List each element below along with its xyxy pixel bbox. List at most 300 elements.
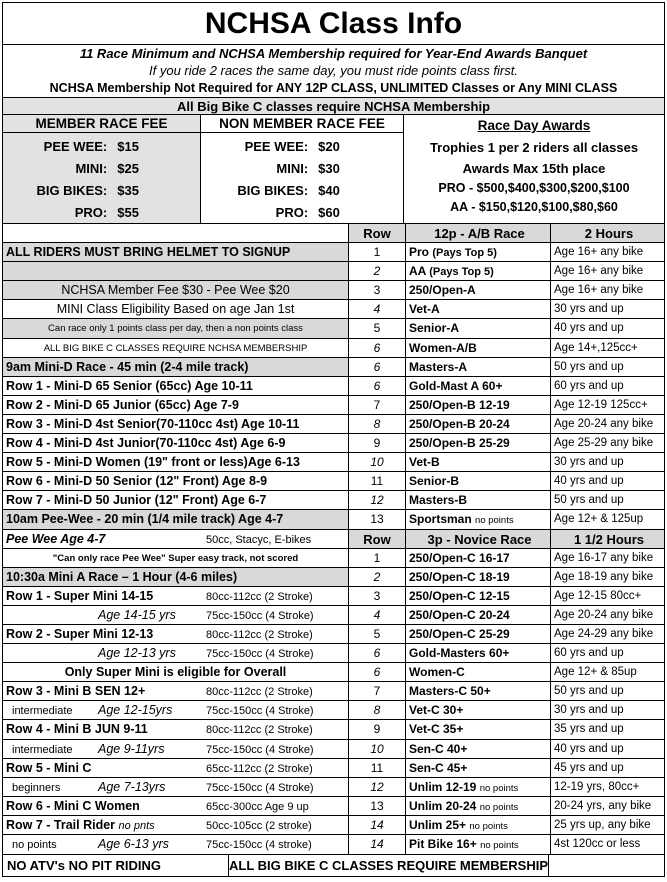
- fee-value: $35: [117, 183, 139, 198]
- awards-aa-payout: AA - $150,$120,$100,$80,$60: [450, 200, 618, 214]
- fee-label: MINI:: [75, 161, 108, 176]
- minia-engine: 75cc-150cc (4 Stroke): [206, 648, 314, 661]
- class-row-number: 9: [349, 434, 406, 452]
- class-name-text: Masters-A: [409, 359, 468, 374]
- nonmember-fee-list: [201, 133, 403, 223]
- left-blank-row: [3, 262, 348, 281]
- minia-row-left: Row 1 - Super Mini 14-15: [6, 588, 154, 603]
- class-row-number: 11: [349, 759, 406, 777]
- minib-age: Age 7-13yrs: [98, 779, 166, 794]
- minid-class-spec: (12" Front) Age 6-7: [154, 493, 267, 508]
- class-eligibility: Age 18-19 any bike: [554, 570, 654, 583]
- minib-engine: 75cc-150cc (4 Stroke): [206, 743, 314, 756]
- minid-class-spec: (70-110cc 4st) Age 6-9: [155, 436, 286, 451]
- row-column-header: Row: [349, 530, 406, 548]
- minib-row: [3, 720, 348, 739]
- ab-class-row: [349, 415, 664, 434]
- peewee-row: [3, 530, 348, 549]
- class-name: [406, 377, 551, 395]
- fee-value: $60: [318, 205, 340, 220]
- ab-class-row: [349, 358, 664, 377]
- header-line-big-bike-c: All Big Bike C classes require NCHSA Membership: [3, 97, 664, 115]
- minib-engine: 75cc-150cc (4 Stroke): [206, 781, 314, 794]
- fee-label: PRO:: [74, 205, 108, 220]
- class-no-points-note: no points: [479, 801, 519, 813]
- peewee-row-right: 50cc, Stacyc, E-bikes: [206, 533, 312, 546]
- class-no-points-note: no points: [479, 782, 519, 794]
- minib-row-left: Row 4 - Mini B JUN 9-11: [6, 722, 148, 737]
- class-eligibility: 25 yrs up, any bike: [554, 818, 651, 831]
- class-name: [406, 682, 551, 700]
- class-name-text: Sen-C 40+: [409, 741, 468, 756]
- left-blank-row: [3, 224, 348, 243]
- class-name: [406, 434, 551, 452]
- class-name-text: Gold-Mast A 60+: [409, 378, 503, 393]
- eligibility-note: MINI Class Eligibility Based on age Jan 1st: [3, 300, 348, 319]
- class-eligibility: 30 yrs and up: [554, 704, 624, 717]
- class-name: [406, 472, 551, 490]
- minid-class-name: - Mini-D 4st Senior: [42, 416, 157, 431]
- class-name-text: AA: [409, 264, 426, 279]
- class-eligibility: 40 yrs and up: [554, 322, 624, 335]
- class-eligibility: Age 25-29 any bike: [554, 437, 654, 450]
- class-name-text: Unlim 25+: [409, 817, 467, 832]
- class-row-number: 14: [349, 835, 406, 854]
- class-no-points-note: no points: [475, 515, 514, 527]
- class-name-text: 250/Open-C 12-15: [409, 588, 510, 603]
- ab-class-row: [349, 377, 664, 396]
- minid-row-number: Row 4: [6, 436, 43, 451]
- ab-class-row: [349, 396, 664, 415]
- class-name: [406, 568, 551, 586]
- minid-row-number: Row 3: [6, 416, 43, 431]
- footer-blank: [549, 855, 664, 876]
- trail-rider-no-points: no pnts: [118, 819, 155, 832]
- class-name-text: Senior-B: [409, 474, 460, 489]
- novice-class-row: [349, 720, 664, 739]
- minia-age: Age 12-13 yrs: [98, 646, 176, 661]
- class-row-number: 9: [349, 720, 406, 738]
- class-name: [406, 549, 551, 567]
- class-name: [406, 300, 551, 318]
- class-eligibility: Age 20-24 any bike: [554, 608, 654, 621]
- race-duration-header: 1 1/2 Hours: [573, 531, 645, 547]
- class-eligibility: Age 12-19 125cc+: [554, 398, 648, 411]
- one-points-note: Can race only 1 points class per day, then a non points class: [3, 319, 348, 338]
- class-eligibility: Age 20-24 any bike: [554, 417, 654, 430]
- novice-class-row: [349, 682, 664, 701]
- class-row-number: 6: [349, 377, 406, 395]
- class-eligibility: 20-24 yrs, any bike: [554, 799, 652, 812]
- class-name: [406, 663, 551, 681]
- minia-row-left: Row 2 - Super Mini 12-13: [6, 626, 154, 641]
- minib-row-right: 80cc-112cc (2 Stroke): [206, 686, 313, 699]
- nonmember-fee-row: [201, 158, 403, 180]
- class-row-number: 7: [349, 396, 406, 414]
- minib-row-age: [3, 701, 348, 720]
- class-row-number: 6: [349, 644, 406, 662]
- fee-label: BIG BIKES:: [36, 183, 108, 198]
- class-eligibility: 50 yrs and up: [554, 360, 624, 373]
- class-name: [406, 281, 551, 299]
- class-eligibility: 35 yrs and up: [554, 723, 624, 736]
- class-eligibility: 60 yrs and up: [554, 379, 624, 392]
- minib-row: [3, 682, 348, 701]
- awards-trophies: Trophies 1 per 2 riders all classes: [429, 140, 639, 155]
- class-row-number: 4: [349, 300, 406, 318]
- class-eligibility: 12-19 yrs, 80cc+: [554, 780, 640, 793]
- class-no-points-note: no points: [469, 820, 508, 832]
- class-name-text: Unlim 20-24: [409, 798, 477, 813]
- footer-no-atv: NO ATV's NO PIT RIDING: [3, 855, 229, 876]
- minid-header: 9am Mini-D Race - 45 min (2-4 mile track): [3, 358, 348, 377]
- class-name-text: Pro: [409, 245, 430, 260]
- class-row-number: 13: [349, 797, 406, 815]
- ab-class-row: [349, 319, 664, 338]
- minib-age: Age 12-15yrs: [98, 703, 173, 718]
- class-name-text: Masters-B: [409, 493, 468, 508]
- minib-level: intermediate: [12, 705, 73, 718]
- class-name-text: Senior-A: [409, 321, 460, 336]
- peewee-row-left: Pee Wee Age 4-7: [6, 531, 106, 546]
- class-eligibility: Age 12+ & 85up: [554, 666, 637, 679]
- class-eligibility: 50 yrs and up: [554, 685, 624, 698]
- member-fee-row: [3, 136, 200, 158]
- ab-class-row: [349, 281, 664, 300]
- minid-class-spec: (12" Front) Age 8-9: [155, 474, 268, 489]
- class-name-text: 250/Open-C 18-19: [409, 569, 510, 584]
- minid-class-spec: (19" front or less)Age 6-13: [143, 455, 300, 470]
- class-row-number: 10: [349, 453, 406, 471]
- minib-row-right: 65cc-112cc (2 Stroke): [206, 762, 313, 775]
- minid-row-number: Row 6: [6, 474, 43, 489]
- member-fee-note: NCHSA Member Fee $30 - Pee Wee $20: [3, 281, 348, 300]
- class-row-number: 10: [349, 740, 406, 758]
- awards-pro-payout: PRO - $500,$400,$300,$200,$100: [438, 181, 630, 195]
- ab-class-row: [349, 472, 664, 491]
- big-bike-c-note: ALL BIG BIKE C CLASSES REQUIRE NCHSA MEMBERSHIP: [3, 339, 348, 358]
- class-eligibility: 40 yrs and up: [554, 475, 624, 488]
- class-name: [406, 415, 551, 433]
- fee-value: $15: [117, 139, 139, 154]
- minid-row-number: Row 2: [6, 397, 43, 412]
- class-row-number: 6: [349, 663, 406, 681]
- minid-row: [3, 396, 348, 415]
- minic-women-row: [3, 797, 348, 816]
- fee-value: $40: [318, 183, 340, 198]
- minib-row-left: Row 3 - Mini B SEN 12+: [6, 684, 146, 699]
- ab-class-row: [349, 510, 664, 529]
- minid-row: [3, 377, 348, 396]
- footer: [3, 854, 664, 876]
- minia-row-age: [3, 606, 348, 625]
- trail-rider-age: Age 6-13 yrs: [98, 837, 169, 851]
- peewee-header: 10am Pee-Wee - 20 min (1/4 mile track) Age 4-7: [3, 510, 348, 529]
- member-fee-list: [3, 133, 200, 223]
- ab-class-row: [349, 339, 664, 358]
- minib-row: [3, 759, 348, 778]
- member-fee-title: MEMBER RACE FEE: [3, 115, 200, 133]
- class-name: [406, 740, 551, 758]
- fee-label: PRO:: [275, 205, 309, 220]
- class-eligibility: Age 14+,125cc+: [554, 341, 638, 354]
- novice-class-row: [349, 568, 664, 587]
- class-name: [406, 510, 551, 528]
- class-name: [406, 453, 551, 471]
- minid-row: [3, 415, 348, 434]
- minia-row: [3, 587, 348, 606]
- page-title: NCHSA Class Info: [3, 3, 664, 45]
- class-row-number: 1: [349, 549, 406, 567]
- class-eligibility: Age 24-29 any bike: [554, 627, 654, 640]
- novice-race-header: [349, 530, 664, 549]
- fee-value: $55: [117, 205, 139, 220]
- race-name-header: 3p - Novice Race: [406, 530, 551, 548]
- minib-row-left: Row 5 - Mini C: [6, 760, 92, 775]
- race-duration-header: 2 Hours: [584, 226, 634, 241]
- minib-level: intermediate: [12, 743, 73, 756]
- class-eligibility: 4st 120cc or less: [554, 838, 641, 850]
- minid-class-spec: (65cc) Age 10-11: [155, 378, 253, 393]
- class-row-number: 6: [349, 339, 406, 357]
- class-eligibility: 60 yrs and up: [554, 647, 624, 660]
- class-eligibility: Age 16-17 any bike: [554, 551, 654, 564]
- class-name-text: Unlim 12-19: [409, 779, 477, 794]
- trail-rider-age-row: [3, 835, 348, 854]
- trail-rider-sub: no points: [12, 839, 57, 851]
- class-name: [406, 491, 551, 509]
- class-name: [406, 262, 551, 280]
- class-name-text: Sportsman: [409, 512, 472, 527]
- class-name-text: Women-A/B: [409, 340, 477, 355]
- fee-label: PEE WEE:: [244, 139, 309, 154]
- minia-header: 10:30a Mini A Race – 1 Hour (4-6 miles): [3, 568, 348, 587]
- fee-value: $25: [117, 161, 139, 176]
- minid-row: [3, 472, 348, 491]
- minic-women-row-right: 65cc-300cc Age 9 up: [206, 800, 309, 813]
- big-bike-classes-column: [349, 224, 664, 854]
- class-name-text: Sen-C 45+: [409, 760, 468, 775]
- ab-class-row: [349, 300, 664, 319]
- class-row-number: 4: [349, 606, 406, 624]
- minid-row-number: Row 7: [6, 493, 43, 508]
- minid-class-spec: (65cc) Age 7-9: [154, 397, 239, 412]
- minib-row-age: [3, 778, 348, 797]
- nonmember-fee-row: [201, 136, 403, 158]
- minid-row: [3, 453, 348, 472]
- ab-class-row: [349, 262, 664, 281]
- class-eligibility: 30 yrs and up: [554, 456, 624, 469]
- minid-class-name: - Mini-D 50 Senior: [42, 474, 156, 489]
- class-no-points-note: no points: [480, 840, 519, 851]
- fee-value: $30: [318, 161, 340, 176]
- ab-race-header: [349, 224, 664, 243]
- header-line-minimum: 11 Race Minimum and NCHSA Membership required for Year-End Awards Banquet: [79, 46, 588, 61]
- class-row-number: 5: [349, 625, 406, 643]
- minia-row: [3, 625, 348, 644]
- class-row-number: 8: [349, 701, 406, 719]
- class-name-text: 250/Open-C 25-29: [409, 626, 510, 641]
- race-name-header: 12p - A/B Race: [406, 224, 551, 242]
- class-row-number: 2: [349, 262, 406, 280]
- minib-engine: 75cc-150cc (4 Stroke): [206, 705, 314, 718]
- class-name-text: Women-C: [409, 665, 465, 680]
- class-pays-note: (Pays Top 5): [432, 247, 497, 260]
- class-eligibility: Age 12-15 80cc+: [554, 589, 642, 602]
- ab-class-row: [349, 491, 664, 510]
- fees-section: [3, 115, 664, 224]
- trail-rider-name: [6, 816, 206, 835]
- class-name-text: Vet-B: [409, 455, 440, 470]
- member-fee-row: [3, 158, 200, 180]
- nonmember-fee-row: [201, 202, 403, 224]
- class-name-text: Vet-A: [409, 302, 440, 317]
- minid-class-spec: (70-110cc 4st) Age 10-11: [156, 416, 300, 431]
- ab-class-row: [349, 434, 664, 453]
- class-info-sheet: [2, 2, 665, 877]
- minib-row-right: 80cc-112cc (2 Stroke): [206, 724, 313, 737]
- class-name-text: 250/Open-B 25-29: [409, 436, 510, 451]
- class-eligibility: Age 16+ any bike: [554, 246, 644, 259]
- row-column-header: Row: [349, 224, 406, 242]
- trail-rider-label: Row 7 - Trail Rider: [6, 817, 116, 832]
- class-row-number: 7: [349, 682, 406, 700]
- fee-label: PEE WEE:: [43, 139, 108, 154]
- novice-class-row: [349, 701, 664, 720]
- member-fee-box: [3, 115, 201, 223]
- novice-class-row: [349, 816, 664, 835]
- minid-class-name: - Mini-D Women: [42, 455, 144, 470]
- nonmember-fee-title: NON MEMBER RACE FEE: [201, 115, 403, 133]
- minia-row-age: [3, 644, 348, 663]
- header-line-points-first: If you ride 2 races the same day, you must ride points class first.: [149, 63, 518, 78]
- class-name-text: Pit Bike 16+: [409, 837, 477, 851]
- minid-class-name: - Mini-D 65 Junior: [42, 397, 155, 412]
- minia-age: Age 14-15 yrs: [98, 607, 176, 622]
- class-name: [406, 319, 551, 337]
- member-fee-row: [3, 180, 200, 202]
- minia-row-right: 80cc-112cc (2 Stroke): [206, 628, 313, 641]
- class-name-text: 250/Open-B 12-19: [409, 397, 510, 412]
- awards-max: Awards Max 15th place: [462, 161, 606, 176]
- class-row-number: 11: [349, 472, 406, 490]
- fee-label: MINI:: [276, 161, 309, 176]
- class-name: [406, 625, 551, 643]
- class-row-number: 3: [349, 281, 406, 299]
- minib-row-age: [3, 740, 348, 759]
- minib-level: beginners: [12, 781, 61, 794]
- mini-classes-column: [3, 224, 349, 854]
- class-eligibility: 45 yrs and up: [554, 761, 624, 774]
- nonmember-fee-row: [201, 180, 403, 202]
- novice-class-row: [349, 759, 664, 778]
- class-eligibility: 40 yrs and up: [554, 742, 624, 755]
- ab-class-row: [349, 243, 664, 262]
- fee-label: BIG BIKES:: [237, 183, 309, 198]
- class-row-number: 2: [349, 568, 406, 586]
- class-name: [406, 759, 551, 777]
- class-row-number: 3: [349, 587, 406, 605]
- trail-rider-engine: 50cc-105cc (2 stroke): [206, 819, 312, 832]
- class-name-text: Gold-Masters 60+: [409, 646, 510, 661]
- novice-class-row: [349, 663, 664, 682]
- header-line-membership: NCHSA Membership Not Required for ANY 12P CLASS, UNLIMITED Classes or Any MINI CLASS: [49, 81, 618, 95]
- class-name-text: 250/Open-B 20-24: [409, 416, 510, 431]
- minia-engine: 75cc-150cc (4 Stroke): [206, 609, 314, 622]
- novice-class-row: [349, 549, 664, 568]
- class-row-number: 12: [349, 778, 406, 796]
- nonmember-fee-box: [201, 115, 404, 223]
- class-row-number: 1: [349, 243, 406, 261]
- class-name: [406, 797, 551, 815]
- class-name-text: 250/Open-C 20-24: [409, 607, 510, 622]
- class-name: [406, 778, 551, 796]
- class-name: [406, 396, 551, 414]
- novice-class-row: [349, 740, 664, 759]
- minid-class-name: - Mini-D 4st Junior: [42, 436, 156, 451]
- class-eligibility: Age 16+ any bike: [554, 265, 644, 278]
- class-name-text: 250/Open-A: [409, 283, 476, 298]
- minid-row-number: Row 1: [6, 378, 43, 393]
- class-name: [406, 606, 551, 624]
- class-eligibility: 50 yrs and up: [554, 494, 624, 507]
- class-name: [406, 339, 551, 357]
- class-name: [406, 644, 551, 662]
- class-row-number: 8: [349, 415, 406, 433]
- class-name: [406, 358, 551, 376]
- class-name: [406, 816, 551, 834]
- class-name: [406, 701, 551, 719]
- member-fee-row: [3, 202, 200, 224]
- minid-row: [3, 434, 348, 453]
- class-eligibility: Age 12+ & 125up: [554, 513, 644, 526]
- class-row-number: 13: [349, 510, 406, 528]
- novice-class-row: [349, 625, 664, 644]
- class-name-text: Vet-C 30+: [409, 703, 464, 718]
- class-row-number: 6: [349, 358, 406, 376]
- fee-value: $20: [318, 139, 340, 154]
- novice-class-row: [349, 644, 664, 663]
- helmet-notice: ALL RIDERS MUST BRING HELMET TO SIGNUP: [3, 243, 348, 262]
- class-row-number: 5: [349, 319, 406, 337]
- minid-row: [3, 491, 348, 510]
- class-row-number: 14: [349, 816, 406, 834]
- awards-box: [404, 115, 664, 223]
- minid-class-name: - Mini-D 65 Senior: [42, 378, 156, 393]
- novice-class-row: [349, 797, 664, 816]
- minic-women-row-left: Row 6 - Mini C Women: [6, 798, 140, 813]
- ab-class-row: [349, 453, 664, 472]
- awards-title: Race Day Awards: [477, 118, 591, 133]
- minid-class-name: - Mini-D 50 Junior: [42, 493, 155, 508]
- overall-note: Only Super Mini is eligible for Overall: [3, 663, 348, 682]
- trail-rider-engine-4st: 75cc-150cc (4 stroke): [206, 839, 312, 851]
- class-row-number: 12: [349, 491, 406, 509]
- class-eligibility: 30 yrs and up: [554, 303, 624, 316]
- trail-rider-row: [3, 816, 348, 835]
- minid-row-number: Row 5: [6, 455, 43, 470]
- peewee-note: "Can only race Pee Wee" Super easy track, not scored: [3, 549, 348, 568]
- schedule-section: [3, 224, 664, 854]
- minia-row-right: 80cc-112cc (2 Stroke): [206, 590, 313, 603]
- class-name-text: Masters-C 50+: [409, 684, 491, 699]
- class-name-text: Vet-C 35+: [409, 722, 464, 737]
- class-eligibility: Age 16+ any bike: [554, 284, 644, 297]
- class-name-text: 250/Open-C 16-17: [409, 550, 510, 565]
- novice-class-row: [349, 606, 664, 625]
- novice-class-row: [349, 835, 664, 854]
- class-pays-note: (Pays Top 5): [429, 266, 494, 279]
